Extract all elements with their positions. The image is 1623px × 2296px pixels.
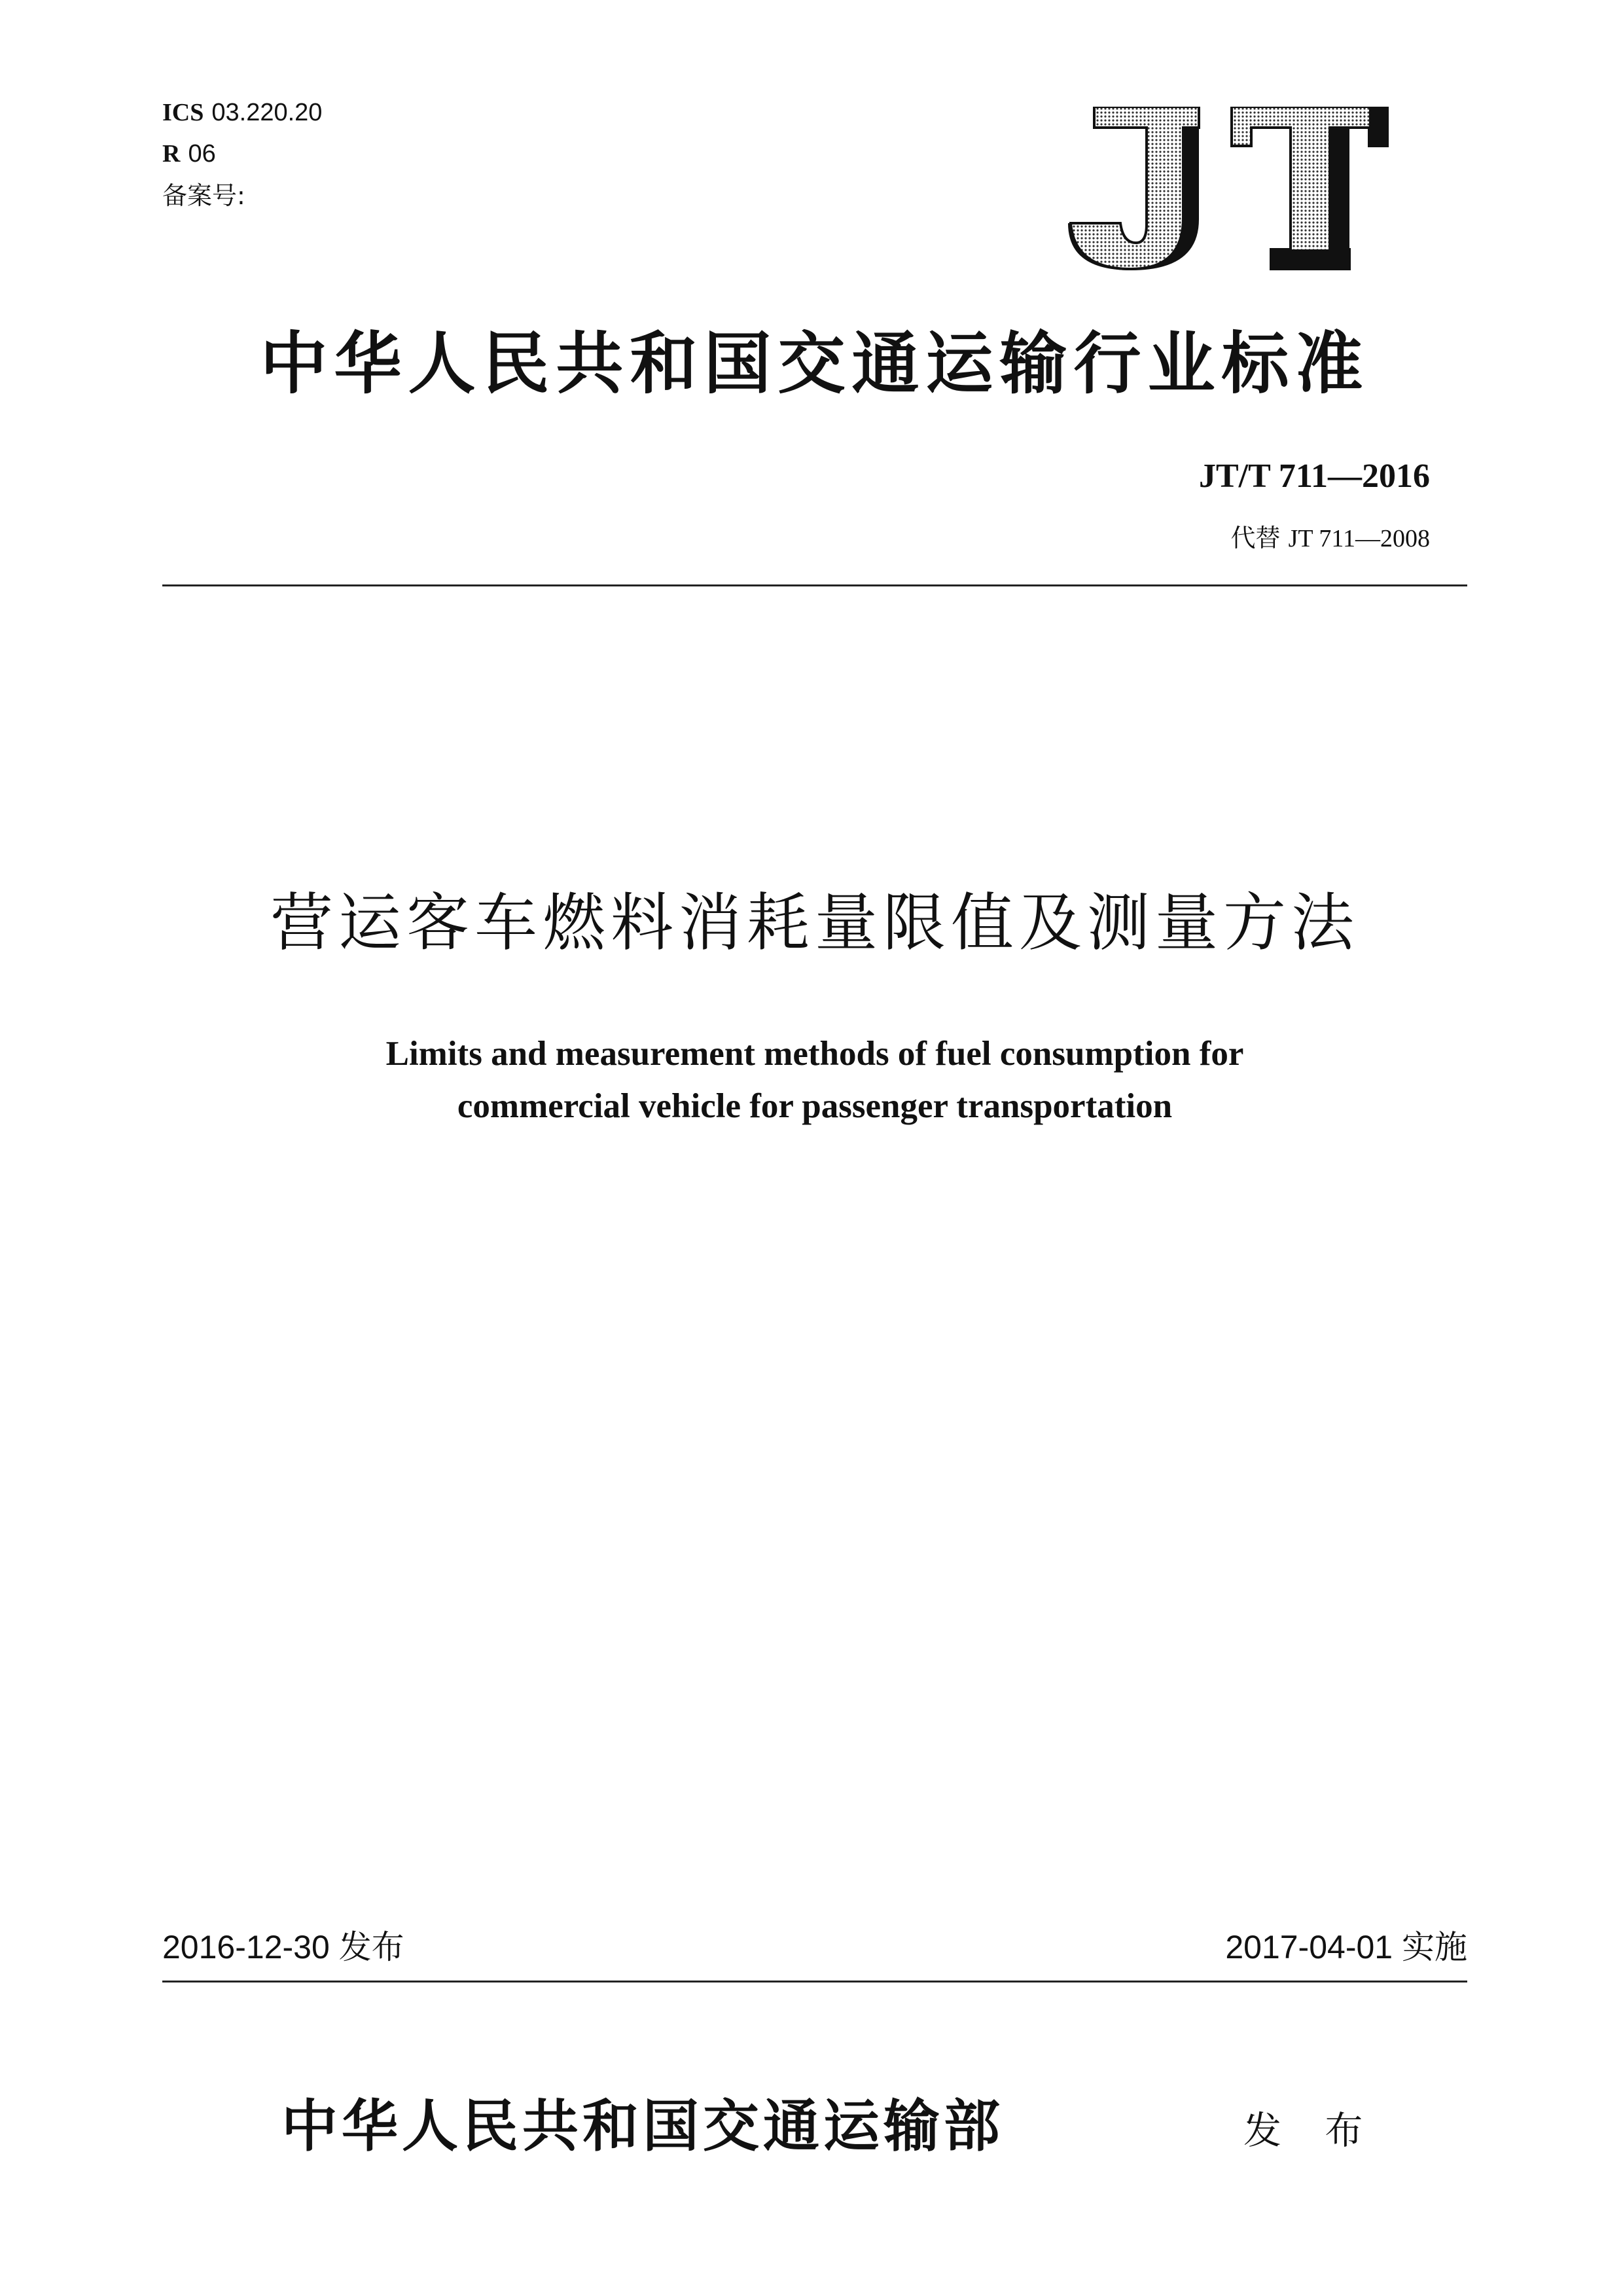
document-title-en-line1: Limits and measurement methods of fuel consumption for [385, 1035, 1244, 1073]
footer-divider [162, 1981, 1467, 1982]
jt-logo [1068, 107, 1389, 270]
document-title-cn: 营运客车燃料消耗量限值及测量方法 [270, 886, 1359, 960]
issue-word: 发布 [338, 1928, 404, 1966]
standard-category-title: 中华人民共和国交通运输行业标准 [260, 325, 1370, 403]
header-divider [162, 584, 1467, 586]
effective-word: 实施 [1402, 1928, 1467, 1966]
document-title-en-line2: commercial vehicle for passenger transportation [457, 1087, 1173, 1125]
publisher-name: 中华人民共和国交通运输部 [281, 2094, 1004, 2159]
replaces-value: JT 711—2008 [1288, 525, 1430, 552]
ics-label: ICS [162, 99, 204, 126]
effective-date [1225, 1928, 1467, 1966]
logo-letter-t [1232, 107, 1389, 269]
replaces-label: 代替 [1230, 524, 1281, 552]
record-number [162, 183, 245, 208]
ccs-code [162, 141, 216, 166]
publish-word: 发 布 [1243, 2108, 1379, 2153]
standard-number: JT/T 711—2016 [1198, 457, 1430, 495]
logo-letter-j [1068, 107, 1199, 270]
record-label: 备案号: [162, 181, 245, 210]
effective-date-value: 2017-04-01 [1225, 1929, 1393, 1965]
issue-date [162, 1928, 404, 1966]
issue-date-value: 2016-12-30 [162, 1929, 330, 1965]
ics-value: 03.220.20 [211, 99, 323, 126]
ics-code [162, 99, 322, 125]
document-title-en [162, 1028, 1467, 1132]
replaces-standard [1230, 526, 1430, 551]
ccs-value: 06 [188, 140, 216, 168]
ccs-label: R [162, 140, 181, 168]
